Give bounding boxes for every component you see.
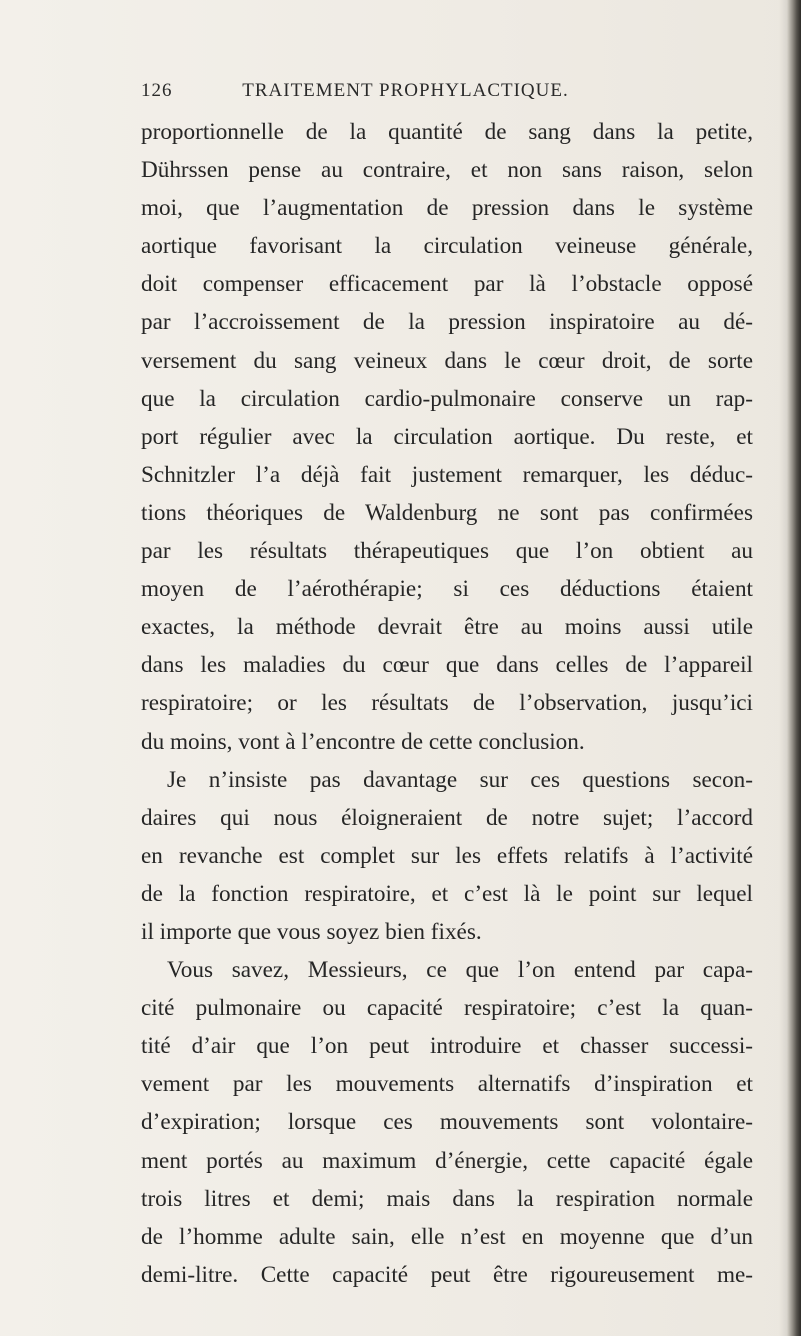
text-line: Vous savez, Messieurs, ce que l’on entend par capa- bbox=[167, 957, 753, 984]
text-line: aortique favorisant la circulation veineuse générale, bbox=[141, 233, 753, 260]
text-line: vement par les mouvements alternatifs d’inspiration et bbox=[141, 1071, 753, 1098]
body-text bbox=[141, 113, 753, 1294]
text-line: que la circulation cardio-pulmonaire conserve un rap- bbox=[141, 385, 753, 412]
text-line: par les résultats thérapeutiques que l’on obtient au bbox=[141, 538, 753, 565]
text-line: exactes, la méthode devrait être au moins aussi utile bbox=[141, 614, 753, 641]
text-line: en revanche est complet sur les effets relatifs à l’activité bbox=[141, 842, 753, 869]
text-line: trois litres et demi; mais dans la respiration normale bbox=[141, 1185, 753, 1212]
text-line: dans les maladies du cœur que dans celles de l’appareil bbox=[141, 652, 753, 679]
page-header bbox=[141, 80, 661, 102]
text-line: daires qui nous éloigneraient de notre sujet; l’accord bbox=[141, 804, 753, 831]
text-line: proportionnelle de la quantité de sang dans la petite, bbox=[141, 119, 753, 145]
text-line: Dührssen pense au contraire, et non sans raison, selon bbox=[141, 157, 753, 184]
text-line: de l’homme adulte sain, elle n’est en moyenne que d’un bbox=[141, 1223, 753, 1250]
text-line: tions théoriques de Waldenburg ne sont pas confirmées bbox=[141, 499, 753, 526]
text-line: de la fonction respiratoire, et c’est là le point sur lequel bbox=[141, 880, 753, 907]
text-line: ment portés au maximum d’énergie, cette capacité égale bbox=[141, 1147, 753, 1174]
page-number: 126 bbox=[141, 80, 173, 101]
text-line: d’expiration; lorsque ces mouvements sont volontaire- bbox=[141, 1109, 753, 1136]
text-line: port régulier avec la circulation aortique. Du reste, et bbox=[141, 423, 753, 450]
page-edge-shadow bbox=[779, 0, 787, 1336]
text-line: tité d’air que l’on peut introduire et chasser successi- bbox=[141, 1033, 753, 1060]
text-line: il importe que vous soyez bien fixés. bbox=[141, 918, 482, 945]
text-line: Je n’insiste pas davantage sur ces questions secon- bbox=[167, 766, 753, 793]
text-line: doit compenser efficacement par là l’obstacle opposé bbox=[141, 271, 753, 298]
text-line: Schnitzler l’a déjà fait justement remarquer, les déduc- bbox=[141, 461, 753, 488]
running-title: TRAITEMENT PROPHYLACTIQUE. bbox=[242, 80, 569, 101]
page-edge bbox=[787, 0, 801, 1336]
text-line: cité pulmonaire ou capacité respiratoire; c’est la quan- bbox=[141, 995, 753, 1022]
text-line: moyen de l’aérothérapie; si ces déductions étaient bbox=[141, 576, 753, 603]
text-line: demi-litre. Cette capacité peut être rigoureusement me- bbox=[141, 1261, 753, 1288]
text-line: du moins, vont à l’encontre de cette conclusion. bbox=[141, 728, 585, 755]
text-line: versement du sang veineux dans le cœur droit, de sorte bbox=[141, 347, 753, 374]
text-line: respiratoire; or les résultats de l’observation, jusqu’ici bbox=[141, 690, 753, 717]
text-line: moi, que l’augmentation de pression dans le système bbox=[141, 195, 753, 222]
text-line: par l’accroissement de la pression inspiratoire au dé- bbox=[141, 309, 753, 336]
